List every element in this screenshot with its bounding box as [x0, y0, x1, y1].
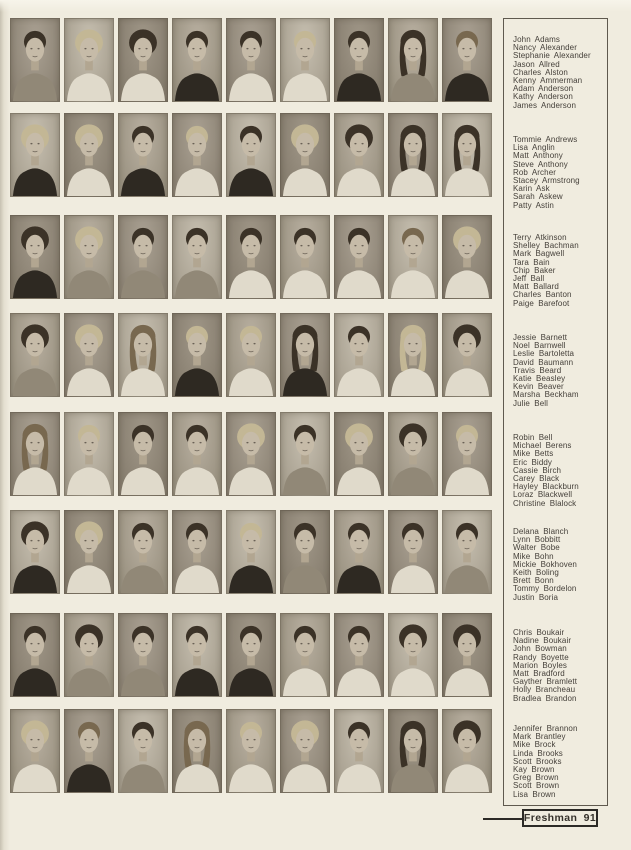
- student-photo: [388, 613, 438, 697]
- student-name: James Anderson: [513, 100, 576, 110]
- portrait-silhouette: [335, 114, 383, 196]
- portrait-silhouette: [227, 511, 275, 593]
- portrait-silhouette: [65, 710, 113, 792]
- student-name: Rob Archer: [513, 167, 557, 177]
- student-name: Kevin Beaver: [513, 382, 564, 392]
- student-name: Katie Beasley: [513, 374, 566, 384]
- portrait-silhouette: [227, 710, 275, 792]
- student-photo: [280, 412, 330, 496]
- student-name: Linda Brooks: [513, 748, 563, 758]
- student-photo: [64, 709, 114, 793]
- student-name: Leslie Bartoletta: [513, 349, 575, 359]
- portrait-silhouette: [173, 710, 221, 792]
- portrait-silhouette: [227, 314, 275, 396]
- student-photo: [334, 709, 384, 793]
- student-name: John Adams: [513, 35, 561, 44]
- student-name: Carey Black: [513, 474, 560, 484]
- student-name: Delana Blanch: [513, 527, 569, 536]
- student-photo: [388, 313, 438, 397]
- student-photo: [226, 613, 276, 697]
- student-name: Shelley Bachman: [513, 241, 579, 251]
- student-name: Gayther Bramlett: [513, 677, 578, 687]
- portrait-silhouette: [173, 511, 221, 593]
- student-photo: [226, 510, 276, 594]
- student-name: Randy Boyette: [513, 652, 569, 662]
- student-name: Tommy Bordelon: [513, 584, 577, 594]
- portrait-silhouette: [335, 216, 383, 298]
- portrait-silhouette: [119, 114, 167, 196]
- portrait-silhouette: [119, 314, 167, 396]
- portrait-silhouette: [227, 413, 275, 495]
- student-photo: [280, 18, 330, 102]
- name-list-block: [513, 725, 605, 799]
- portrait-silhouette: [11, 710, 59, 792]
- student-name: Greg Brown: [513, 773, 559, 783]
- portrait-silhouette: [11, 614, 59, 696]
- student-name: Loraz Blackwell: [513, 490, 573, 500]
- student-name: Mike Bohn: [513, 551, 554, 561]
- portrait-silhouette: [443, 314, 491, 396]
- name-list-block: [513, 629, 605, 703]
- student-photo: [172, 113, 222, 197]
- portrait-silhouette: [443, 710, 491, 792]
- student-name: Charles Banton: [513, 290, 572, 300]
- student-photo: [442, 113, 492, 197]
- student-name: Adam Anderson: [513, 84, 574, 94]
- student-photo: [64, 313, 114, 397]
- student-name: Mickie Bokhoven: [513, 559, 577, 569]
- name-list-block: [513, 334, 605, 408]
- student-photo: [172, 510, 222, 594]
- student-name: Justin Boria: [513, 592, 558, 602]
- name-list-block: [513, 36, 605, 110]
- portrait-silhouette: [389, 216, 437, 298]
- student-photo: [118, 313, 168, 397]
- student-name: Matt Bradford: [513, 669, 565, 679]
- student-photo: [64, 510, 114, 594]
- portrait-silhouette: [335, 413, 383, 495]
- portrait-silhouette: [389, 511, 437, 593]
- student-name: Nadine Boukair: [513, 636, 572, 646]
- student-name: Keith Boling: [513, 568, 559, 578]
- student-photo: [280, 113, 330, 197]
- portrait-silhouette: [173, 413, 221, 495]
- student-photo: [442, 510, 492, 594]
- student-photo: [442, 412, 492, 496]
- portrait-silhouette: [65, 511, 113, 593]
- student-photo: [64, 18, 114, 102]
- student-photo: [172, 215, 222, 299]
- student-photo: [334, 412, 384, 496]
- student-photo: [280, 215, 330, 299]
- portrait-silhouette: [281, 511, 329, 593]
- student-name: Walter Bobe: [513, 543, 560, 553]
- student-photo: [280, 613, 330, 697]
- student-name: Kay Brown: [513, 765, 555, 775]
- student-photo: [10, 313, 60, 397]
- portrait-silhouette: [11, 511, 59, 593]
- portrait-silhouette: [281, 216, 329, 298]
- student-name: Brett Bonn: [513, 576, 554, 586]
- student-name: Christine Blalock: [513, 498, 577, 508]
- portrait-silhouette: [389, 114, 437, 196]
- student-name: Sarah Askew: [513, 192, 563, 202]
- student-photo: [118, 412, 168, 496]
- portrait-silhouette: [443, 614, 491, 696]
- portrait-silhouette: [11, 19, 59, 101]
- student-photo: [226, 709, 276, 793]
- student-name: Mark Brantley: [513, 732, 566, 742]
- student-name: Holly Brancheau: [513, 685, 576, 695]
- portrait-silhouette: [11, 114, 59, 196]
- student-name: Jason Allred: [513, 59, 560, 69]
- student-photo: [442, 18, 492, 102]
- student-photo: [334, 113, 384, 197]
- student-name: Karin Ask: [513, 184, 550, 194]
- student-photo: [118, 113, 168, 197]
- student-name: Scott Brooks: [513, 756, 562, 766]
- student-name: Jessie Barnett: [513, 333, 568, 342]
- student-photo: [442, 215, 492, 299]
- student-name: Michael Berens: [513, 441, 572, 451]
- student-photo: [226, 215, 276, 299]
- student-photo: [64, 613, 114, 697]
- footer-text: Freshman 91: [523, 812, 597, 824]
- student-photo: [64, 113, 114, 197]
- student-photo: [10, 113, 60, 197]
- name-list-block: [513, 528, 605, 602]
- student-photo: [442, 313, 492, 397]
- student-photo: [388, 412, 438, 496]
- student-name: Nancy Alexander: [513, 43, 577, 53]
- student-name: Robin Bell: [513, 433, 553, 442]
- portrait-silhouette: [281, 710, 329, 792]
- portrait-silhouette: [65, 413, 113, 495]
- student-photo: [388, 709, 438, 793]
- student-name: Eric Biddy: [513, 457, 553, 467]
- student-photo: [10, 510, 60, 594]
- name-list-block: [513, 234, 605, 308]
- student-name: Mike Brock: [513, 740, 556, 750]
- student-photo: [10, 709, 60, 793]
- student-name: Steve Anthony: [513, 159, 568, 169]
- portrait-silhouette: [335, 19, 383, 101]
- student-name: Travis Beard: [513, 365, 562, 375]
- portrait-silhouette: [119, 710, 167, 792]
- student-photo: [172, 313, 222, 397]
- student-photo: [10, 412, 60, 496]
- student-name: Mike Betts: [513, 449, 554, 459]
- student-photo: [226, 18, 276, 102]
- portrait-silhouette: [11, 314, 59, 396]
- portrait-silhouette: [11, 216, 59, 298]
- student-name: Julie Bell: [513, 398, 549, 408]
- student-name: Matt Anthony: [513, 151, 563, 161]
- student-name: Hayley Blackburn: [513, 482, 579, 492]
- portrait-silhouette: [227, 114, 275, 196]
- portrait-silhouette: [389, 614, 437, 696]
- student-photo: [388, 215, 438, 299]
- student-name: David Baumann: [513, 357, 574, 367]
- student-photo: [226, 412, 276, 496]
- portrait-silhouette: [173, 19, 221, 101]
- portrait-silhouette: [119, 19, 167, 101]
- student-name: Bradlea Brandon: [513, 693, 577, 703]
- student-name: Stacey Armstrong: [513, 176, 580, 186]
- student-name: Mark Bagwell: [513, 249, 565, 259]
- portrait-silhouette: [443, 114, 491, 196]
- portrait-silhouette: [119, 511, 167, 593]
- student-name: Paige Barefoot: [513, 298, 570, 308]
- portrait-silhouette: [443, 413, 491, 495]
- student-name: Chip Baker: [513, 265, 556, 275]
- portrait-silhouette: [443, 511, 491, 593]
- student-photo: [334, 510, 384, 594]
- student-name: Kenny Ammerman: [513, 76, 583, 86]
- portrait-silhouette: [335, 614, 383, 696]
- portrait-silhouette: [227, 19, 275, 101]
- portrait-silhouette: [65, 19, 113, 101]
- portrait-silhouette: [389, 19, 437, 101]
- name-list-block: [513, 434, 605, 508]
- portrait-silhouette: [173, 614, 221, 696]
- student-name: Kathy Anderson: [513, 92, 573, 102]
- portrait-silhouette: [389, 710, 437, 792]
- student-name: Lisa Anglin: [513, 143, 555, 153]
- student-photo: [118, 215, 168, 299]
- portrait-silhouette: [11, 413, 59, 495]
- portrait-silhouette: [281, 413, 329, 495]
- student-photo: [280, 313, 330, 397]
- portrait-silhouette: [281, 314, 329, 396]
- portrait-silhouette: [65, 114, 113, 196]
- portrait-silhouette: [65, 216, 113, 298]
- student-photo: [118, 510, 168, 594]
- student-photo: [334, 18, 384, 102]
- student-name: Tommie Andrews: [513, 135, 578, 144]
- student-photo: [118, 18, 168, 102]
- student-name: Stephanie Alexander: [513, 51, 591, 61]
- student-photo: [10, 613, 60, 697]
- student-photo: [226, 113, 276, 197]
- portrait-silhouette: [281, 114, 329, 196]
- student-name: Chris Boukair: [513, 628, 565, 637]
- student-photo: [442, 613, 492, 697]
- student-name: Tara Bain: [513, 257, 550, 267]
- student-name: John Bowman: [513, 644, 567, 654]
- name-list-panel: [503, 18, 608, 806]
- student-photo: [10, 215, 60, 299]
- student-name: Noel Barnwell: [513, 341, 566, 351]
- student-name: Terry Atkinson: [513, 233, 567, 242]
- portrait-silhouette: [389, 413, 437, 495]
- portrait-silhouette: [281, 614, 329, 696]
- student-photo: [334, 313, 384, 397]
- student-name: Jennifer Brannon: [513, 724, 578, 733]
- student-name: Cassie Birch: [513, 465, 562, 475]
- student-photo: [10, 18, 60, 102]
- portrait-silhouette: [65, 614, 113, 696]
- portrait-silhouette: [65, 314, 113, 396]
- portrait-silhouette: [443, 19, 491, 101]
- page-footer-label: [522, 809, 598, 827]
- portrait-silhouette: [335, 710, 383, 792]
- student-photo: [388, 18, 438, 102]
- student-photo: [172, 709, 222, 793]
- footer-rule: [483, 818, 522, 820]
- portrait-silhouette: [443, 216, 491, 298]
- student-photo: [118, 709, 168, 793]
- portrait-silhouette: [227, 216, 275, 298]
- student-photo: [64, 412, 114, 496]
- portrait-silhouette: [281, 19, 329, 101]
- portrait-silhouette: [335, 511, 383, 593]
- portrait-silhouette: [389, 314, 437, 396]
- student-name: Charles Alston: [513, 67, 568, 77]
- name-list-block: [513, 136, 605, 210]
- student-photo: [118, 613, 168, 697]
- portrait-silhouette: [173, 216, 221, 298]
- student-photo: [172, 412, 222, 496]
- student-name: Matt Ballard: [513, 282, 559, 292]
- portrait-silhouette: [119, 413, 167, 495]
- student-photo: [280, 709, 330, 793]
- student-photo: [334, 215, 384, 299]
- student-photo: [226, 313, 276, 397]
- student-photo: [172, 613, 222, 697]
- portrait-silhouette: [227, 614, 275, 696]
- portrait-silhouette: [173, 114, 221, 196]
- portrait-silhouette: [173, 314, 221, 396]
- student-photo: [64, 215, 114, 299]
- portrait-silhouette: [119, 614, 167, 696]
- student-photo: [388, 113, 438, 197]
- portrait-silhouette: [119, 216, 167, 298]
- student-name: Patty Astin: [513, 200, 554, 210]
- student-name: Lynn Bobbitt: [513, 535, 561, 545]
- student-name: Marion Boyles: [513, 660, 567, 670]
- portrait-silhouette: [335, 314, 383, 396]
- student-name: Marsha Beckham: [513, 390, 579, 400]
- student-photo: [172, 18, 222, 102]
- student-name: Jeff Ball: [513, 274, 545, 284]
- student-photo: [388, 510, 438, 594]
- student-photo: [334, 613, 384, 697]
- student-photo: [442, 709, 492, 793]
- student-photo: [280, 510, 330, 594]
- student-name: Lisa Brown: [513, 789, 556, 799]
- student-name: Scott Brown: [513, 781, 560, 791]
